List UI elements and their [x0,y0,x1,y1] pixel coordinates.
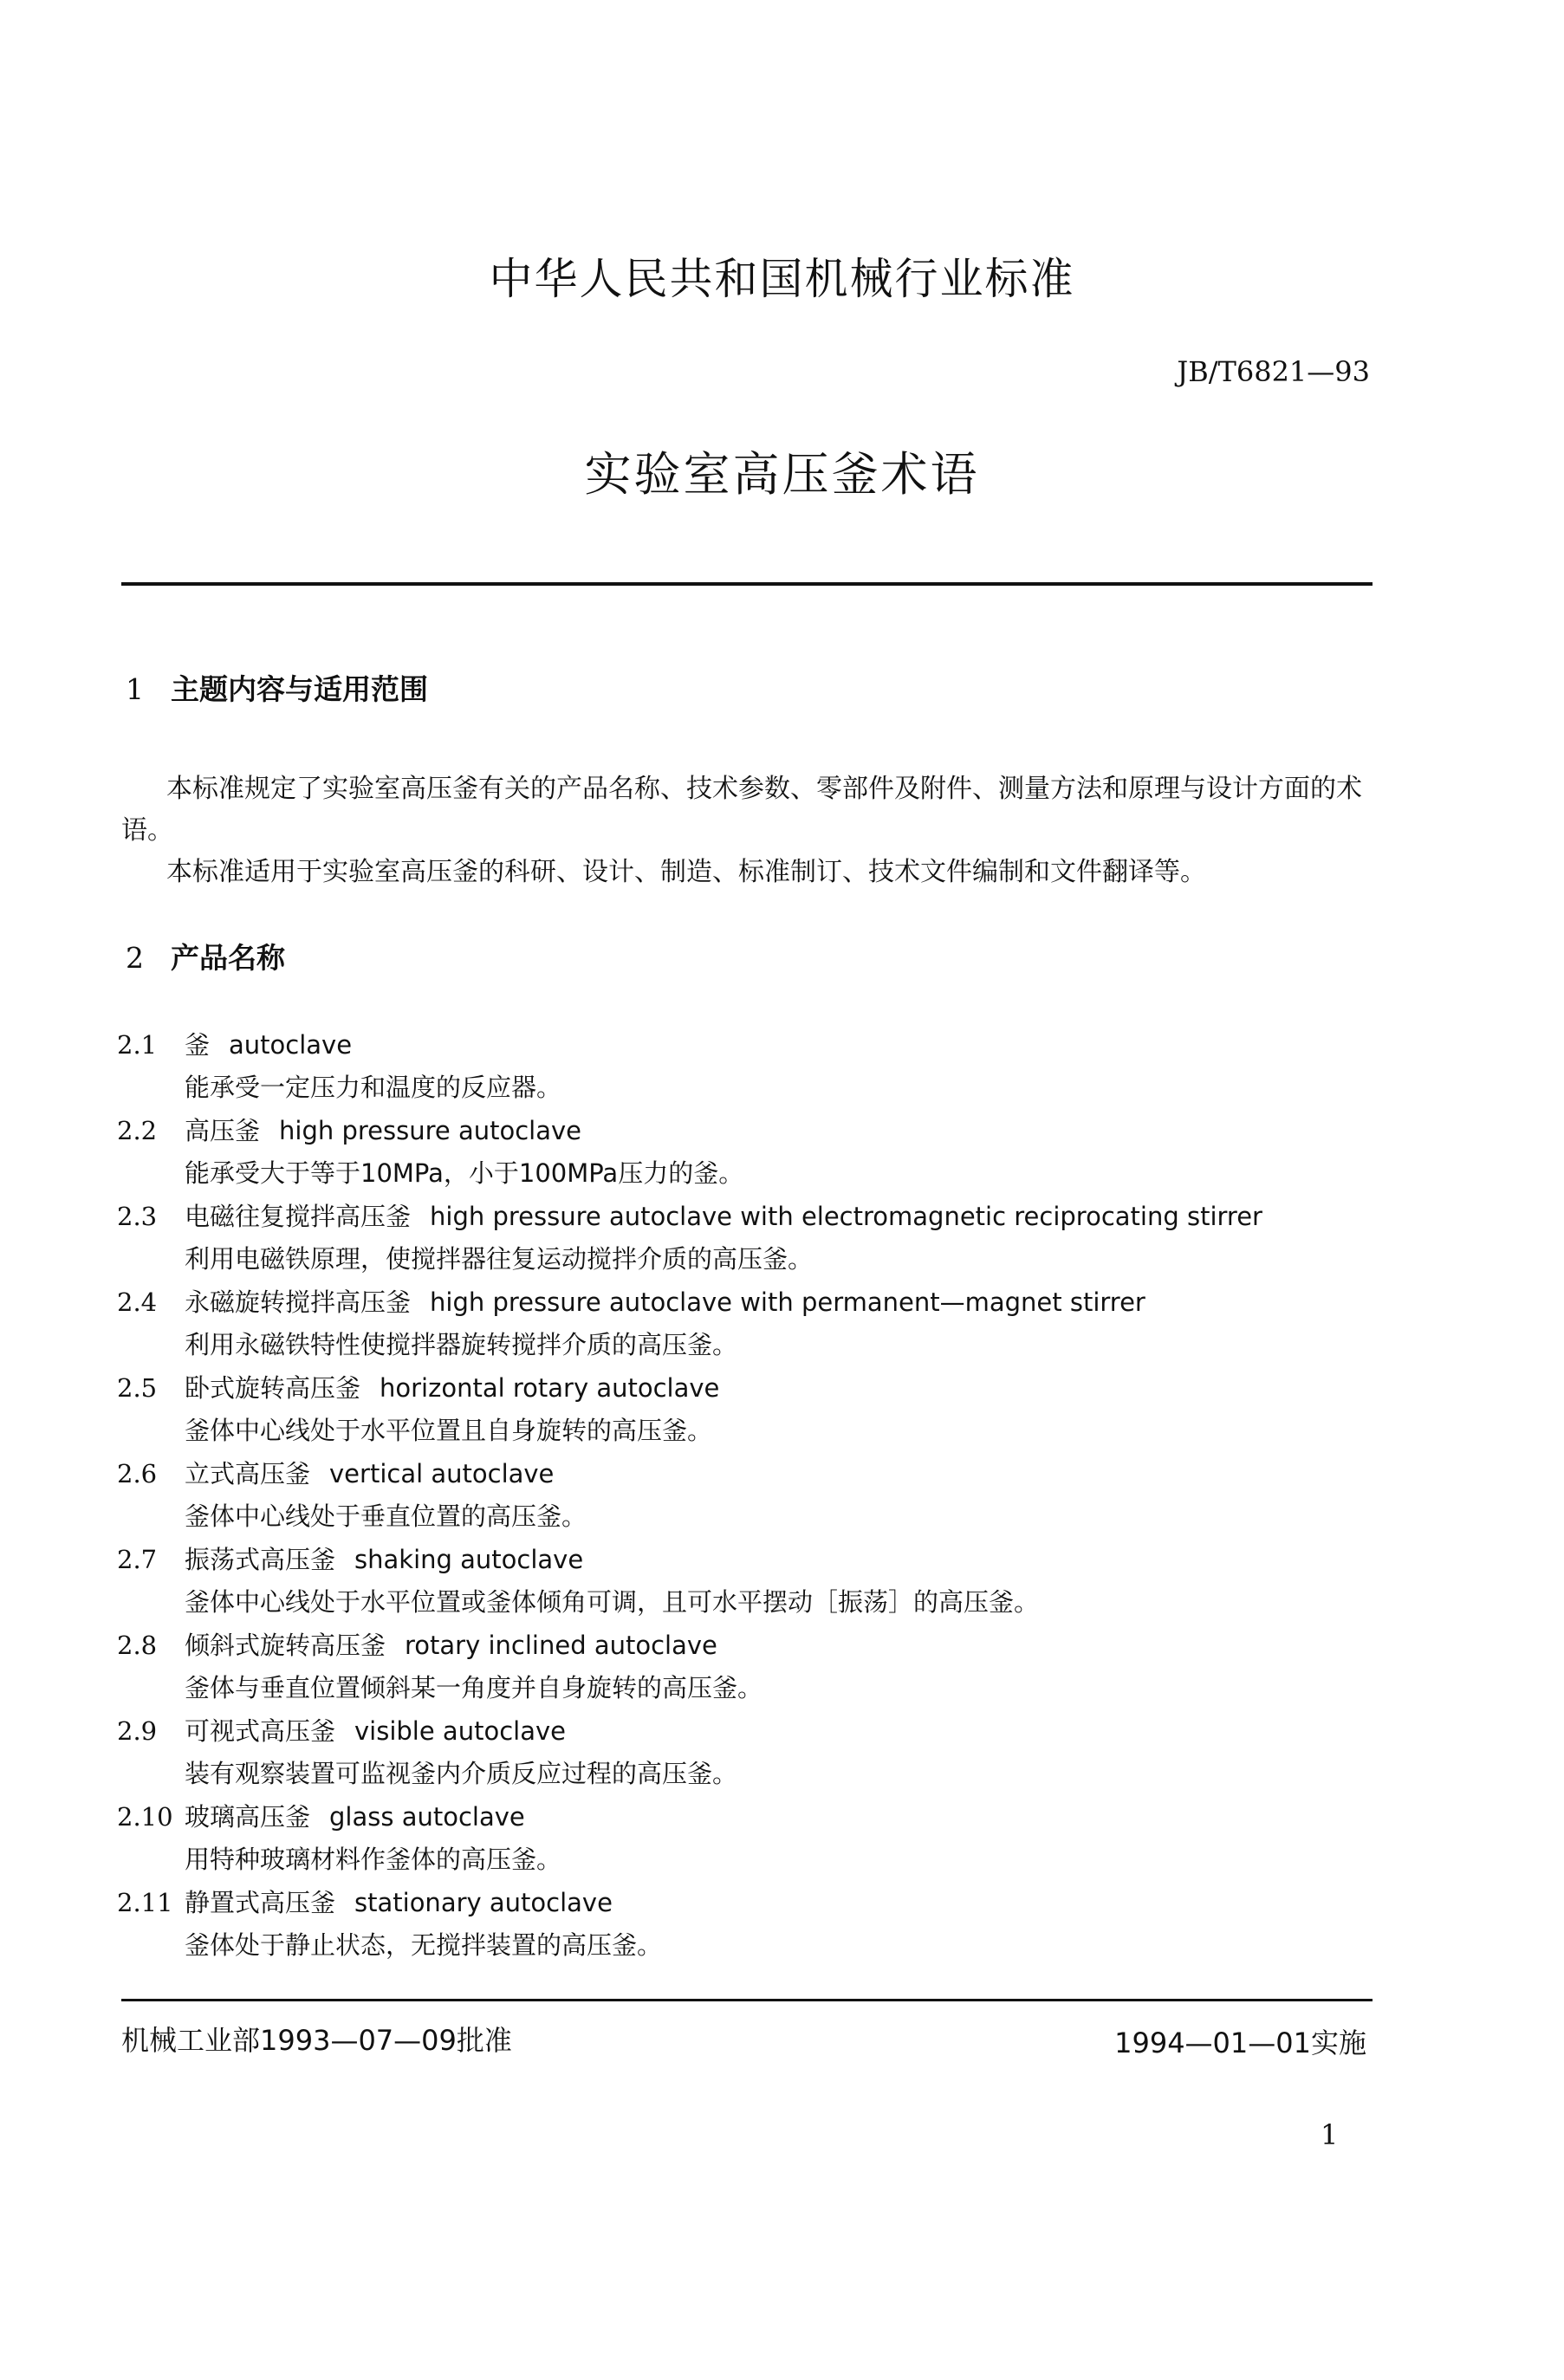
section-1-number: 1 [126,672,144,706]
standard-title: 中华人民共和国机械行业标准 [489,254,1075,304]
bottom-divider [121,1999,1373,2001]
entry-term-en: rotary inclined autoclave [405,1631,717,1660]
term-entry-2-10 [117,1794,1391,1880]
entry-term-en: high pressure autoclave [279,1116,581,1145]
entry-term-en: autoclave [229,1030,353,1060]
entry-term-en: high pressure autoclave with electromagnetic reciprocating stirrer [430,1202,1262,1231]
section-1-title: 主题内容与适用范围 [171,672,428,706]
entry-number: 2.6 [117,1459,158,1488]
entry-number: 2.1 [117,1030,158,1060]
section-2-heading [126,936,285,976]
term-entry-2-2 [117,1108,1391,1194]
entry-definition: 釜体处于静止状态，无搅拌装置的高压釜。 [185,1930,663,1960]
entry-number: 2.10 [117,1802,173,1832]
term-entry-2-5 [117,1365,1391,1451]
entry-term-en: high pressure autoclave with permanent—magnet stirrer [430,1287,1145,1317]
entry-term-zh: 可视式高压釜 [185,1716,336,1746]
term-entry-2-11 [117,1880,1391,1966]
section-2-title: 产品名称 [171,941,285,975]
entry-term-en: visible autoclave [354,1716,566,1746]
entry-definition: 釜体与垂直位置倾斜某一角度并自身旋转的高压釜。 [185,1673,763,1702]
entry-term-zh: 釜 [185,1030,211,1060]
term-entry-2-3 [117,1194,1391,1280]
entry-number: 2.8 [117,1631,158,1660]
entry-term-zh: 电磁往复搅拌高压釜 [185,1202,412,1231]
entry-number: 2.4 [117,1287,158,1317]
standard-code: JB/T6821—93 [1177,355,1370,388]
entry-term-zh: 玻璃高压釜 [185,1802,311,1832]
entry-term-zh: 卧式旋转高压釜 [185,1373,361,1403]
entry-term-zh: 倾斜式旋转高压釜 [185,1631,386,1660]
entry-definition: 利用永磁铁特性使搅拌器旋转搅拌介质的高压釜。 [185,1330,738,1359]
term-entry-2-7 [117,1537,1391,1623]
term-list [117,1022,1391,1966]
section-1-body [121,768,1373,893]
term-entry-2-6 [117,1451,1391,1537]
entry-term-zh: 立式高压釜 [185,1459,311,1488]
entry-definition: 釜体中心线处于垂直位置的高压釜。 [185,1501,587,1531]
term-entry-2-1 [117,1022,1391,1108]
term-entry-2-8 [117,1623,1391,1709]
entry-number: 2.3 [117,1202,158,1231]
page-number: 1 [1321,2118,1339,2151]
approval-date: 机械工业部1993—07—09批准 [121,2024,512,2057]
entry-number: 2.9 [117,1716,158,1746]
section-1-paragraph-1: 本标准规定了实验室高压釜有关的产品名称、技术参数、零部件及附件、测量方法和原理与设计方面的术语。 [121,774,1362,846]
entry-term-en: shaking autoclave [354,1545,584,1574]
effective-date: 1994—01—01实施 [1114,2027,1366,2059]
entry-term-en: horizontal rotary autoclave [380,1373,720,1403]
entry-definition: 利用电磁铁原理，使搅拌器往复运动搅拌介质的高压釜。 [185,1244,814,1274]
entry-definition: 装有观察装置可监视釜内介质反应过程的高压釜。 [185,1759,738,1788]
entry-definition: 用特种玻璃材料作釜体的高压釜。 [185,1845,562,1874]
entry-definition: 釜体中心线处于水平位置或釜体倾角可调，且可水平摆动［振荡］的高压釜。 [185,1587,1040,1617]
entry-definition: 釜体中心线处于水平位置且自身旋转的高压釜。 [185,1416,713,1445]
document-title: 实验室高压釜术语 [584,447,980,502]
entry-number: 2.11 [117,1888,173,1917]
entry-term-en: vertical autoclave [329,1459,555,1488]
entry-term-en: stationary autoclave [354,1888,613,1917]
entry-term-zh: 静置式高压釜 [185,1888,336,1917]
entry-number: 2.7 [117,1545,158,1574]
term-entry-2-9 [117,1709,1391,1794]
section-2-number: 2 [126,941,144,975]
entry-term-zh: 振荡式高压釜 [185,1545,336,1574]
entry-term-en: glass autoclave [329,1802,525,1832]
term-entry-2-4 [117,1280,1391,1365]
section-1-paragraph-2: 本标准适用于实验室高压釜的科研、设计、制造、标准制订、技术文件编制和文件翻译等。 [166,857,1206,887]
entry-term-zh: 永磁旋转搅拌高压釜 [185,1287,412,1317]
entry-number: 2.2 [117,1116,158,1145]
section-1-heading [126,667,428,708]
entry-term-zh: 高压釜 [185,1116,261,1145]
entry-definition: 能承受一定压力和温度的反应器。 [185,1073,562,1102]
entry-number: 2.5 [117,1373,158,1403]
top-divider [121,582,1373,586]
entry-definition: 能承受大于等于10MPa，小于100MPa压力的釜。 [185,1158,744,1188]
